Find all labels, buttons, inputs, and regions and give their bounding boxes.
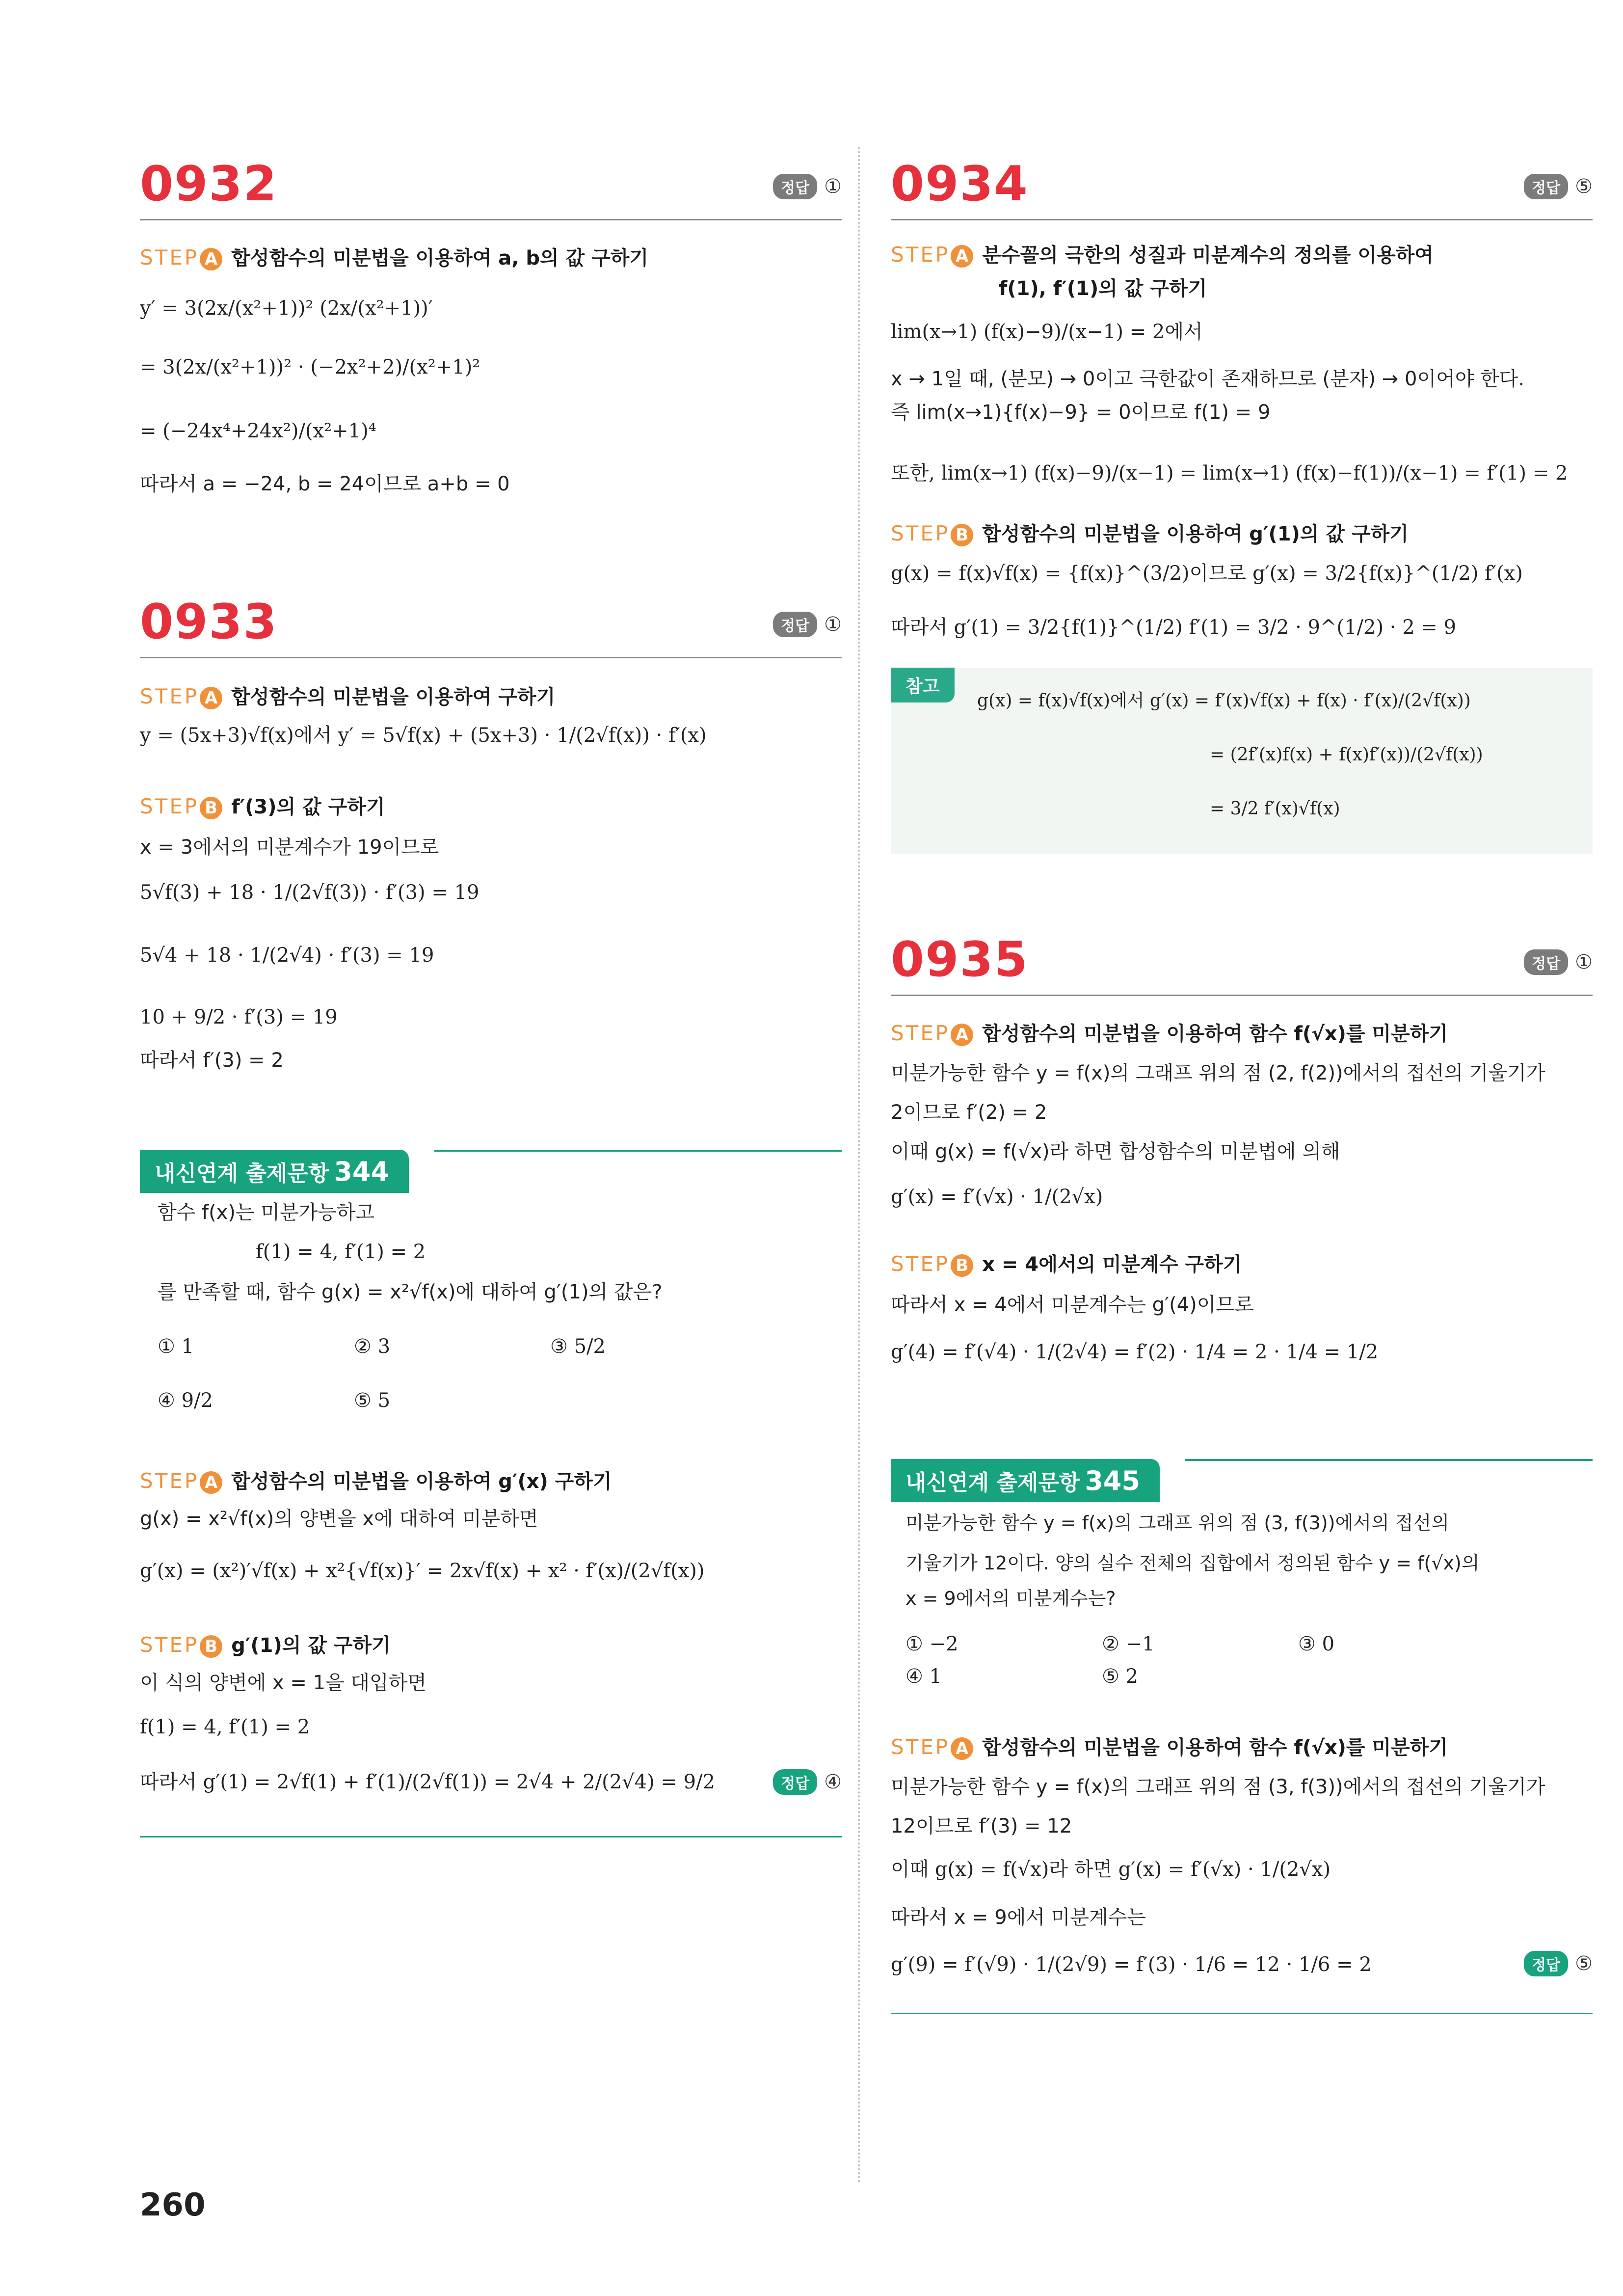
question-line: 함수 f(x)는 미분가능하고: [158, 1201, 375, 1224]
linked-problem-number: 345: [1085, 1465, 1141, 1496]
step-b-heading: [891, 518, 1409, 546]
step-tag: STEP: [891, 1021, 950, 1045]
text-line: 미분가능한 함수 y = f(x)의 그래프 위의 점 (2, f(2))에서의 접선의 기울기가: [891, 1062, 1545, 1084]
answer-value: ①: [824, 613, 842, 636]
conclusion-line: 따라서 g′(1) = 2√f(1) + f′(1)/(2√f(1)) = 2√4 + 2/(2√4) = 9/2: [140, 1771, 716, 1793]
step-a-heading: [891, 1018, 1448, 1046]
question-line: x = 9에서의 미분계수는?: [905, 1588, 1116, 1609]
step-title: 합성함수의 미분법을 이용하여 함수 f(√x)를 미분하기: [982, 1736, 1448, 1759]
header-rule: [891, 219, 1593, 220]
equation-line: 10 + 9/2 · f′(3) = 19: [140, 1006, 338, 1028]
equation-line: g(x) = f(x)√f(x) = {f(x)}^(3/2)이므로 g′(x) = 3/2{f(x)}^(1/2) f′(x): [891, 562, 1523, 585]
linked-problem-label: 내신연계 출제문항: [905, 1470, 1080, 1495]
linked-problem-label: 내신연계 출제문항: [155, 1161, 329, 1186]
step-letter-badge: A: [951, 1024, 973, 1046]
equation-line: 5√f(3) + 18 · 1/(2√f(3)) · f′(3) = 19: [140, 881, 479, 904]
conclusion-line: 따라서 f′(3) = 2: [140, 1049, 284, 1072]
choice-4[interactable]: ④ 1: [905, 1665, 942, 1688]
problem-number: 0932: [140, 156, 278, 212]
step-tag: STEP: [140, 794, 199, 818]
step-title: 합성함수의 미분법을 이용하여 구하기: [231, 686, 556, 708]
text-line: x → 1일 때, (분모) → 0이고 극한값이 존재하므로 (분자) → 0이어야 한다.: [891, 368, 1525, 390]
step-letter-badge: A: [951, 245, 973, 268]
choice-3[interactable]: ③ 0: [1298, 1633, 1335, 1655]
question-line: f(1) = 4, f′(1) = 2: [256, 1241, 426, 1263]
problem-number: 0934: [891, 156, 1029, 212]
step-letter-badge: A: [951, 1737, 973, 1760]
text-line: x = 3에서의 미분계수가 19이므로: [140, 836, 439, 859]
step-a-heading: [891, 240, 1434, 268]
step-tag: STEP: [140, 1469, 199, 1493]
choice-1[interactable]: ① 1: [158, 1335, 194, 1358]
step-tag: STEP: [140, 684, 199, 708]
answer-indicator: [773, 1769, 842, 1795]
step-a-heading: [140, 243, 648, 270]
step-title: 합성함수의 미분법을 이용하여 a, b의 값 구하기: [231, 247, 649, 270]
problem-0933: [140, 595, 842, 658]
answer-badge: 정답: [1524, 174, 1568, 199]
answer-value: ①: [824, 175, 842, 198]
step-b-heading: [140, 1630, 391, 1658]
step-a-heading: [140, 681, 555, 709]
answer-value: ④: [824, 1771, 842, 1793]
choice-5[interactable]: ⑤ 5: [354, 1389, 391, 1412]
step-letter-badge: B: [951, 1254, 973, 1277]
conclusion-line: g′(4) = f′(√4) · 1/(2√4) = f′(2) · 1/4 = 2 · 1/4 = 1/2: [891, 1341, 1379, 1363]
equation-line: 5√4 + 18 · 1/(2√4) · f′(3) = 19: [140, 944, 434, 967]
answer-value: ⑤: [1575, 1952, 1593, 1975]
answer-value: ⑤: [1575, 175, 1593, 198]
box-bottom-rule: [891, 2013, 1593, 2014]
step-a-heading-cont: [999, 273, 1207, 301]
problem-0934: [891, 157, 1593, 220]
answer-indicator: [773, 174, 842, 199]
equation-line: g′(x) = (x²)′√f(x) + x²{√f(x)}′ = 2x√f(x) + x² · f′(x)/(2√f(x)): [140, 1560, 705, 1582]
header-rule: [891, 995, 1593, 996]
step-tag: STEP: [891, 1735, 950, 1759]
equation-line: 또한, lim(x→1) (f(x)−9)/(x−1) = lim(x→1) (f(x)−f(1))/(x−1) = f′(1) = 2: [891, 462, 1568, 485]
answer-badge: 정답: [1524, 949, 1568, 975]
step-b-heading: [891, 1249, 1242, 1277]
conclusion-line: g′(9) = f′(√9) · 1/(2√9) = f′(3) · 1/6 = 12 · 1/6 = 2: [891, 1953, 1372, 1976]
choice-1[interactable]: ① −2: [905, 1633, 958, 1655]
step-tag: STEP: [891, 243, 950, 267]
equation-line: y′ = 3(2x/(x²+1))² (2x/(x²+1))′: [140, 297, 433, 320]
equation-line: f(1) = 4, f′(1) = 2: [140, 1716, 310, 1738]
equation-line: g′(x) = f′(√x) · 1/(2√x): [891, 1186, 1103, 1208]
problem-number: 0935: [891, 932, 1029, 988]
reference-tag: 참고: [891, 668, 955, 702]
answer-badge: 정답: [1524, 1951, 1568, 1976]
step-title: 합성함수의 미분법을 이용하여 g′(1)의 값 구하기: [982, 523, 1409, 545]
equation-line: y = (5x+3)√f(x)에서 y′ = 5√f(x) + (5x+3) · 1/(2√f(x)) · f′(x): [140, 724, 707, 747]
problem-number: 0933: [140, 594, 278, 650]
equation-line: = (−24x⁴+24x²)/(x²+1)⁴: [140, 420, 376, 442]
problem-0932: [140, 157, 842, 220]
choice-5[interactable]: ⑤ 2: [1102, 1665, 1139, 1688]
page-number: 260: [140, 2187, 206, 2223]
step-tag: STEP: [891, 1252, 950, 1276]
question-line: 기울기가 12이다. 양의 실수 전체의 집합에서 정의된 함수 y = f(√x)의: [905, 1552, 1480, 1574]
note-line: g(x) = f(x)√f(x)에서 g′(x) = f′(x)√f(x) + f(x) · f′(x)/(2√f(x)): [977, 691, 1471, 711]
step-letter-badge: A: [200, 1471, 222, 1494]
text-line: 따라서 x = 4에서 미분계수는 g′(4)이므로: [891, 1294, 1254, 1316]
box-top-rule: [1185, 1459, 1593, 1461]
conclusion-line: 따라서 a = −24, b = 24이므로 a+b = 0: [140, 473, 510, 495]
choice-2[interactable]: ② 3: [354, 1335, 391, 1358]
text-line: 따라서 x = 9에서 미분계수는: [891, 1906, 1146, 1929]
header-rule: [140, 657, 842, 658]
linked-problem-number: 344: [334, 1156, 390, 1187]
step-title: g′(1)의 값 구하기: [231, 1634, 391, 1657]
equation-line: lim(x→1) (f(x)−9)/(x−1) = 2에서: [891, 321, 1203, 343]
step-letter-badge: B: [200, 797, 222, 819]
choice-3[interactable]: ③ 5/2: [550, 1335, 606, 1358]
text-line: 이때 g(x) = f(√x)라 하면 합성함수의 미분법에 의해: [891, 1140, 1340, 1163]
linked-problem-345: [891, 1459, 1593, 1502]
answer-indicator: [773, 612, 842, 637]
step-title: 분수꼴의 극한의 성질과 미분계수의 정의를 이용하여: [982, 244, 1434, 267]
equation-line: 이때 g(x) = f(√x)라 하면 g′(x) = f′(√x) · 1/(2√x): [891, 1858, 1331, 1881]
answer-badge: 정답: [773, 612, 817, 637]
step-title: 합성함수의 미분법을 이용하여 함수 f(√x)를 미분하기: [982, 1023, 1448, 1045]
answer-indicator: [1524, 949, 1593, 975]
choice-2[interactable]: ② −1: [1102, 1633, 1155, 1655]
step-title: 합성함수의 미분법을 이용하여 g′(x) 구하기: [231, 1470, 612, 1493]
step-letter-badge: B: [200, 1635, 222, 1658]
text-line: 미분가능한 함수 y = f(x)의 그래프 위의 점 (3, f(3))에서의 접선의 기울기가: [891, 1776, 1545, 1798]
text-line: g(x) = x²√f(x)의 양변을 x에 대하여 미분하면: [140, 1508, 538, 1530]
linked-problem-header: [891, 1459, 1160, 1502]
linked-problem-header: [140, 1150, 409, 1193]
choice-4[interactable]: ④ 9/2: [158, 1389, 213, 1412]
text-line: 이 식의 양변에 x = 1을 대입하면: [140, 1672, 426, 1694]
step-title: x = 4에서의 미분계수 구하기: [982, 1253, 1242, 1276]
step-title: f′(3)의 값 구하기: [231, 796, 385, 818]
conclusion-line: 따라서 g′(1) = 3/2{f(1)}^(1/2) f′(1) = 3/2 · 9^(1/2) · 2 = 9: [891, 616, 1457, 639]
question-line: 를 만족할 때, 함수 g(x) = x²√f(x)에 대하여 g′(1)의 값은?: [158, 1281, 663, 1303]
problem-0935: [891, 933, 1593, 996]
step-tag: STEP: [140, 245, 199, 270]
step-letter-badge: B: [951, 524, 973, 546]
step-tag: STEP: [891, 521, 950, 545]
text-line: 12이므로 f′(3) = 12: [891, 1815, 1072, 1837]
linked-problem-344: [140, 1150, 842, 1193]
reference-note: [891, 668, 1593, 854]
header-rule: [140, 219, 842, 220]
step-title: f(1), f′(1)의 값 구하기: [999, 277, 1207, 300]
answer-indicator: [1524, 1951, 1593, 1976]
answer-badge: 정답: [773, 174, 817, 199]
column-divider: [858, 147, 860, 2185]
step-a-heading: [140, 1466, 612, 1494]
answer-indicator: [1524, 174, 1593, 199]
step-a-heading: [891, 1732, 1448, 1760]
equation-line: = 3(2x/(x²+1))² · (−2x²+2)/(x²+1)²: [140, 356, 480, 378]
step-b-heading: [140, 791, 385, 819]
text-line: 즉 lim(x→1){f(x)−9} = 0이므로 f(1) = 9: [891, 401, 1271, 424]
box-top-rule: [434, 1150, 842, 1152]
answer-badge: 정답: [773, 1769, 817, 1795]
step-letter-badge: A: [200, 248, 222, 270]
step-letter-badge: A: [200, 687, 222, 709]
step-tag: STEP: [140, 1633, 199, 1657]
note-line: = (2f′(x)f(x) + f(x)f′(x))/(2√f(x)): [1210, 745, 1483, 765]
text-line: 2이므로 f′(2) = 2: [891, 1101, 1047, 1124]
question-line: 미분가능한 함수 y = f(x)의 그래프 위의 점 (3, f(3))에서의 접선의: [905, 1512, 1449, 1534]
answer-value: ①: [1575, 951, 1593, 973]
note-line: = 3/2 f′(x)√f(x): [1210, 799, 1340, 819]
box-bottom-rule: [140, 1836, 842, 1837]
